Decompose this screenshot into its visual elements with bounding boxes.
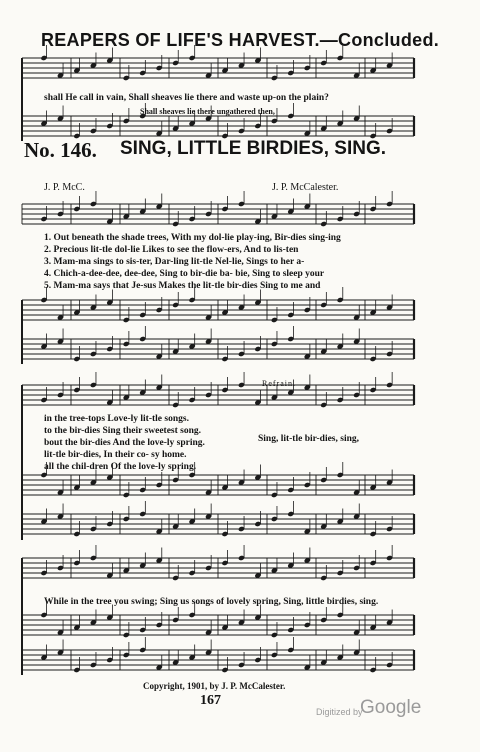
verse-cont-4: lit-tle bir-dies, In their co- sy home. xyxy=(44,450,187,460)
hymn-heading xyxy=(24,138,464,164)
words-credit: J. P. McC. xyxy=(44,182,85,193)
hymn-number: No. 146. xyxy=(24,138,97,162)
refrain-label: Refrain. xyxy=(262,379,296,388)
copyright-notice: Copyright, 1901, by J. P. McCalester. xyxy=(143,681,286,691)
page-number: 167 xyxy=(200,693,221,708)
digitized-by-text: Digitized by xyxy=(316,707,363,717)
reapers-lyric-treble: shall He call in vain, Shall sheaves lie there and waste up-on the plain? xyxy=(44,93,329,103)
verse-cont-3: bout the bir-dies And the love-ly spring. xyxy=(44,438,205,448)
verse-cont-5: all the chil-dren Of the love-ly spring. xyxy=(44,462,197,472)
page-header-title: REAPERS OF LIFE'S HARVEST.—Concluded. xyxy=(40,30,440,50)
refrain-end: While in the tree you swing; Sing us songs of lovely spring, Sing, little birdies, sing. xyxy=(44,597,379,607)
verse-cont-2: to the bir-dies Sing their sweetest song. xyxy=(44,426,202,436)
reapers-lyric-bass: Shall sheaves lie there ungathered then, xyxy=(140,107,275,116)
hymn-title: SING, LITTLE BIRDIES, SING. xyxy=(120,138,387,159)
google-watermark: Google xyxy=(360,697,422,718)
verse-line-1: 1. Out beneath the shade trees, With my dol-lie play-ing, Bir-dies sing-ing xyxy=(44,233,341,243)
verse-line-5: 5. Mam-ma says that Je-sus Makes the lit-tle bir-dies Sing to me and xyxy=(44,281,321,291)
verse-cont-1: in the tree-tops Love-ly lit-tle songs. xyxy=(44,414,189,424)
refrain-start: Sing, lit-tle bir-dies, sing, xyxy=(258,434,359,444)
music-credit: J. P. McCalester. xyxy=(272,182,339,193)
verse-line-3: 3. Mam-ma sings to sis-ter, Dar-ling lit-tle Nel-lie, Sings to her a- xyxy=(44,257,305,267)
verse-line-2: 2. Precious lit-tle dol-lie Likes to see the flow-ers, And to lis-ten xyxy=(44,245,299,255)
verse-line-4: 4. Chich-a-dee-dee, dee-dee, Sing to bir-die ba- bie, Sing to sleep your xyxy=(44,269,325,279)
